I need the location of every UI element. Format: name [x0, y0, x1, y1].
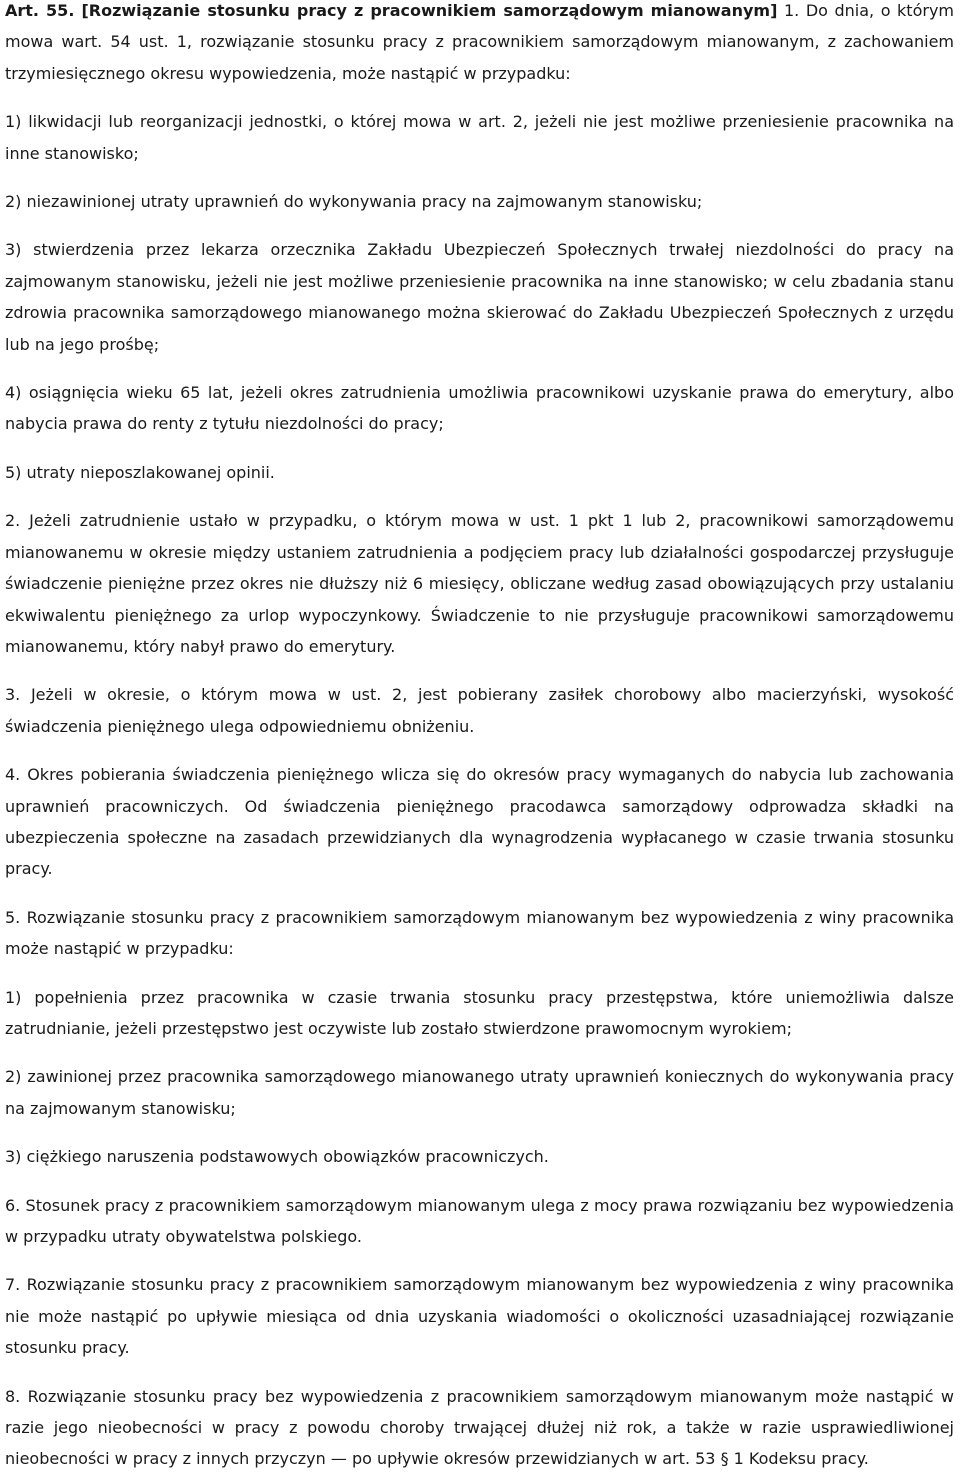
paragraph-point-1: 1) likwidacji lub reorganizacji jednostki, o której mowa w art. 2, jeżeli nie jest możliwe przeniesienie pracownika na inne stanowisko;: [5, 112, 954, 163]
paragraph-section-5: 5. Rozwiązanie stosunku pracy z pracownikiem samorządowym mianowanym bez wypowiedzenia z winy pracownika może nastąpić w przypadku:: [5, 907, 954, 959]
paragraph-point-5: 5) utraty nieposzlakowanej opinii.: [5, 462, 275, 482]
paragraph-section-5-point-1: 1) popełnienia przez pracownika w czasie trwania stosunku pracy przestępstwa, które uniemożliwia dalsze zatrudnianie, jeżeli przestępstwo jest oczywiste lub zostało stwierdzone prawomocnym wyrokiem;: [5, 987, 954, 1038]
paragraph-point-3: 3) stwierdzenia przez lekarza orzecznika Zakładu Ubezpieczeń Społecznych trwałej niezdolności do pracy na zajmowanym stanowisku, jeżeli nie jest możliwe przeniesienie pracownika na inne stanowisko; w celu zbadania stanu zdrowia pracownika samorządowego mianowanego można skierować do Zakładu Ubezpieczeń Społecznych z urzędu lub na jego prośbę;: [5, 240, 954, 354]
paragraph-section-5-point-2: 2) zawinionej przez pracownika samorządowego mianowanego utraty uprawnień koniecznych do wykonywania pracy na zajmowanym stanowisku;: [5, 1067, 954, 1118]
paragraph-section-8: 8. Rozwiązanie stosunku pracy bez wypowiedzenia z pracownikiem samorządowym mianowanym może nastąpić w razie jego nieobecności w pracy z powodu choroby trwającej dłużej niż rok, a także w razie usprawiedliwionej nieobecności w pracy z innych przyczyn — po upływie okresów przewidzianych w art. 53 § 1 Kodeksu pracy.: [5, 1386, 954, 1469]
article-intro-text: 1. Do dnia, o którym mowa wart. 54 ust. 1, rozwiązanie stosunku pracy z pracownikiem samorządowym mianowanym, z zachowaniem trzymiesięcznego okresu wypowiedzenia, może nastąpić w przypadku:: [5, 1, 955, 83]
paragraph-section-3: 3. Jeżeli w okresie, o którym mowa w ust. 2, jest pobierany zasiłek chorobowy albo macierzyński, wysokość świadczenia pieniężnego ulega odpowiedniemu obniżeniu.: [5, 685, 954, 736]
paragraph-point-4: 4) osiągnięcia wieku 65 lat, jeżeli okres zatrudnienia umożliwia pracownikowi uzyskanie prawa do emerytury, albo nabycia prawa do renty z tytułu niezdolności do pracy;: [5, 383, 954, 434]
article-intro-paragraph: [5, 0, 954, 89]
paragraph-section-2: 2. Jeżeli zatrudnienie ustało w przypadku, o którym mowa w ust. 1 pkt 1 lub 2, pracownikowi samorządowemu mianowanemu w okresie między ustaniem zatrudnienia a podjęciem pracy lub działalności gospodarczej przysługuje świadczenie pieniężne przez okres nie dłuższy niż 6 miesięcy, obliczane według zasad obowiązujących przy ustalaniu ekwiwalentu pieniężnego za urlop wypoczynkowy. Świadczenie to nie przysługuje pracownikowi samorządowemu mianowanemu, który nabył prawo do emerytury.: [5, 511, 954, 656]
paragraph-section-7: 7. Rozwiązanie stosunku pracy z pracownikiem samorządowym mianowanym bez wypowiedzenia z winy pracownika nie może nastąpić po upływie miesiąca od dnia uzyskania wiadomości o okoliczności uzasadniającej rozwiązanie stosunku pracy.: [5, 1275, 954, 1358]
paragraph-point-2: 2) niezawinionej utraty uprawnień do wykonywania pracy na zajmowanym stanowisku;: [5, 192, 703, 212]
article-heading: Art. 55. [Rozwiązanie stosunku pracy z pracownikiem samorządowym mianowanym]: [5, 1, 778, 20]
paragraph-section-6: 6. Stosunek pracy z pracownikiem samorządowym mianowanym ulega z mocy prawa rozwiązaniu bez wypowiedzenia w przypadku utraty obywatelstwa polskiego.: [5, 1195, 954, 1246]
paragraph-section-4: 4. Okres pobierania świadczenia pieniężnego wlicza się do okresów pracy wymaganych do nabycia lub zachowania uprawnień pracowniczych. Od świadczenia pieniężnego pracodawca samorządowy odprowadza składki na ubezpieczenia społeczne na zasadach przewidzianych dla wynagrodzenia wypłacanego w czasie trwania stosunku pracy.: [5, 765, 954, 879]
paragraph-section-5-point-3: 3) ciężkiego naruszenia podstawowych obowiązków pracowniczych.: [5, 1147, 549, 1167]
